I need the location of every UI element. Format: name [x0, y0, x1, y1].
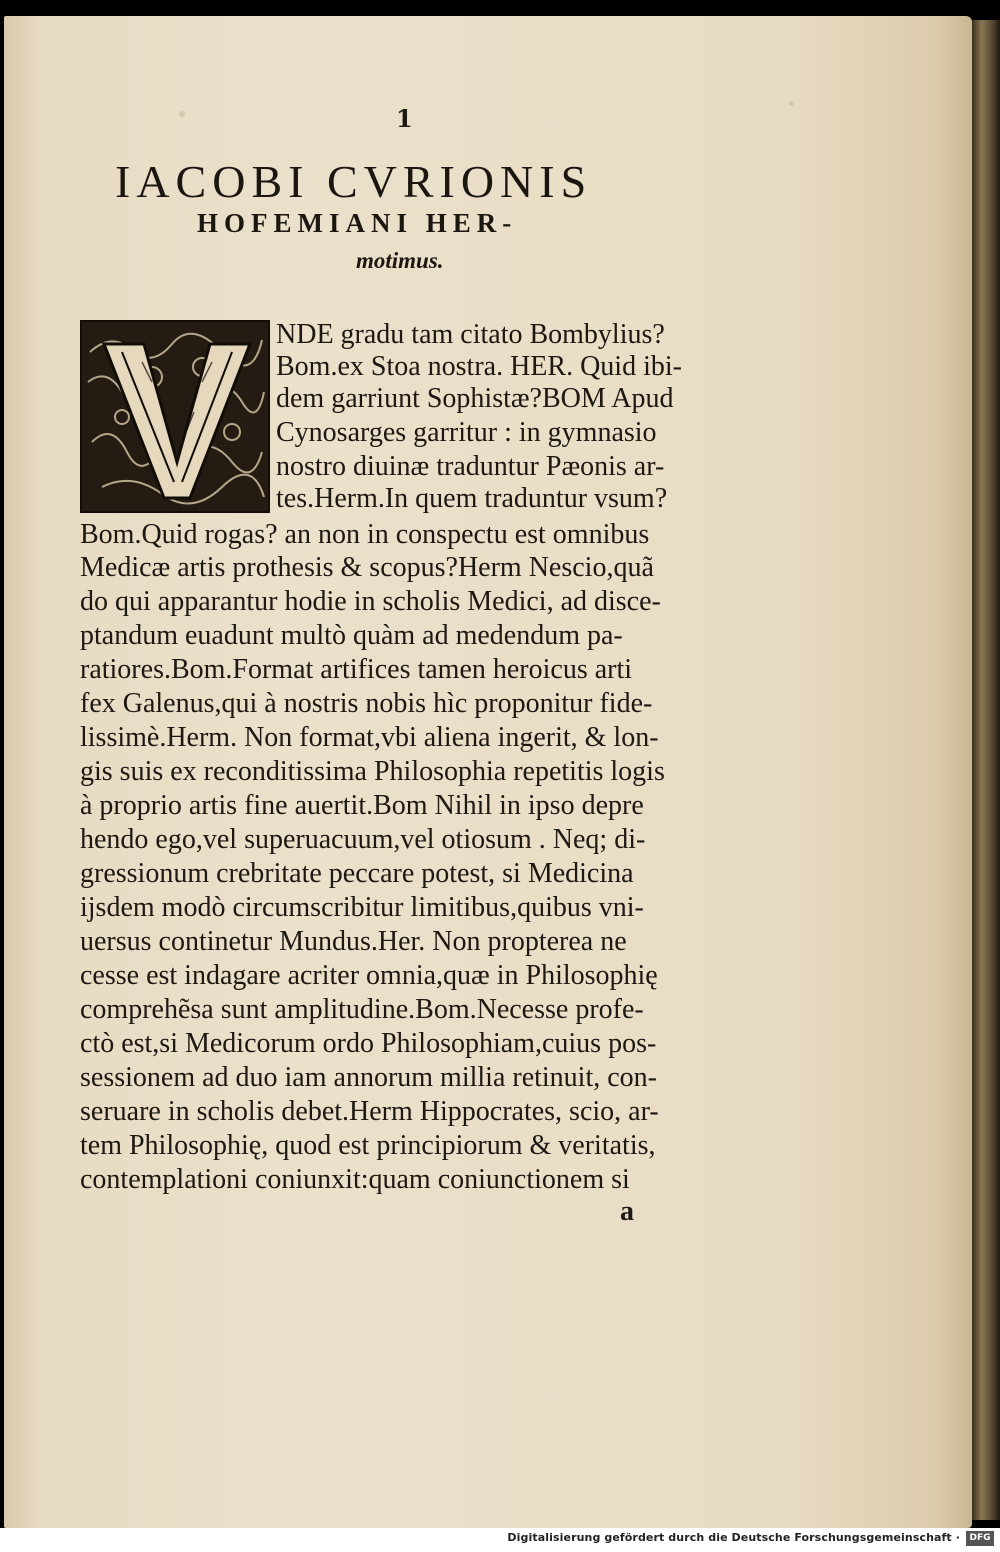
dfg-logo-icon: DFG — [966, 1531, 994, 1546]
body-line: nostro diuinæ traduntur Pæonis ar- — [276, 451, 665, 482]
signature-mark: a — [620, 1196, 634, 1227]
woodcut-initial-icon — [82, 322, 268, 511]
title-author-origin: HOFEMIANI HER- — [197, 208, 518, 238]
body-line: Bom.ex Stoa nostra. HER. Quid ibi- — [276, 351, 682, 382]
digitization-note: Digitalisierung gefördert durch die Deutsche Forschungsgemeinschaft · — [507, 1531, 960, 1544]
body-line: dem garriunt Sophistæ?BOM Apud — [276, 383, 674, 414]
body-line: cesse est indagare acriter omnia,quæ in Philosophię — [80, 960, 658, 991]
body-line: à proprio artis fine auertit.Bom Nihil in ipso depre — [80, 790, 644, 821]
body-line: ctò est,si Medicorum ordo Philosophiam,cuius pos- — [80, 1028, 657, 1059]
body-line: Medicæ artis prothesis & scopus?Herm Nescio,quã — [80, 552, 654, 583]
body-line: hendo ego,vel superuacuum,vel otiosum . Neq; di- — [80, 824, 646, 855]
body-line: tes.Herm.In quem traduntur vsum? — [276, 483, 668, 514]
body-line: fex Galenus,qui à nostris nobis hìc proponitur fide- — [80, 688, 653, 719]
body-line: contemplationi coniunxit:quam coniunctionem si — [80, 1164, 630, 1195]
page-number: 1 — [396, 104, 413, 133]
ink-speck — [179, 111, 185, 117]
body-line: Cynosarges garritur : in gymnasio — [276, 417, 657, 448]
body-line: sessionem ad duo iam annorum millia retinuit, con- — [80, 1062, 657, 1093]
body-line: seruare in scholis debet.Herm Hippocrates, scio, ar- — [80, 1096, 659, 1127]
body-line: do qui apparantur hodie in scholis Medici, ad disce- — [80, 586, 661, 617]
body-line: gis suis ex reconditissima Philosophia repetitis logis — [80, 756, 665, 787]
decorated-initial-v — [80, 320, 270, 513]
title-author: IACOBI CVRIONIS — [115, 156, 593, 207]
body-line: Bom.Quid rogas? an non in conspectu est omnibus — [80, 519, 650, 550]
title-work: motimus. — [356, 248, 444, 273]
body-line: ratiores.Bom.Format artifices tamen heroicus arti — [80, 654, 633, 685]
ink-speck — [789, 101, 794, 106]
body-line: lissimè.Herm. Non format,vbi aliena ingerit, & lon- — [80, 722, 659, 753]
body-line: NDE gradu tam citato Bombylius? — [276, 319, 665, 350]
body-line: ijsdem modò circumscribitur limitibus,quibus vni- — [80, 892, 644, 923]
body-line: comprehẽsa sunt amplitudine.Bom.Necesse profe- — [80, 994, 644, 1025]
body-line: uersus continetur Mundus.Her. Non propterea ne — [80, 926, 627, 957]
body-line: gressionum crebritate peccare potest, si Medicina — [80, 858, 634, 889]
body-line: ptandum euadunt multò quàm ad medendum pa- — [80, 620, 623, 651]
body-line: tem Philosophię, quod est principiorum & veritatis, — [80, 1130, 656, 1161]
page-edge — [972, 20, 1000, 1520]
